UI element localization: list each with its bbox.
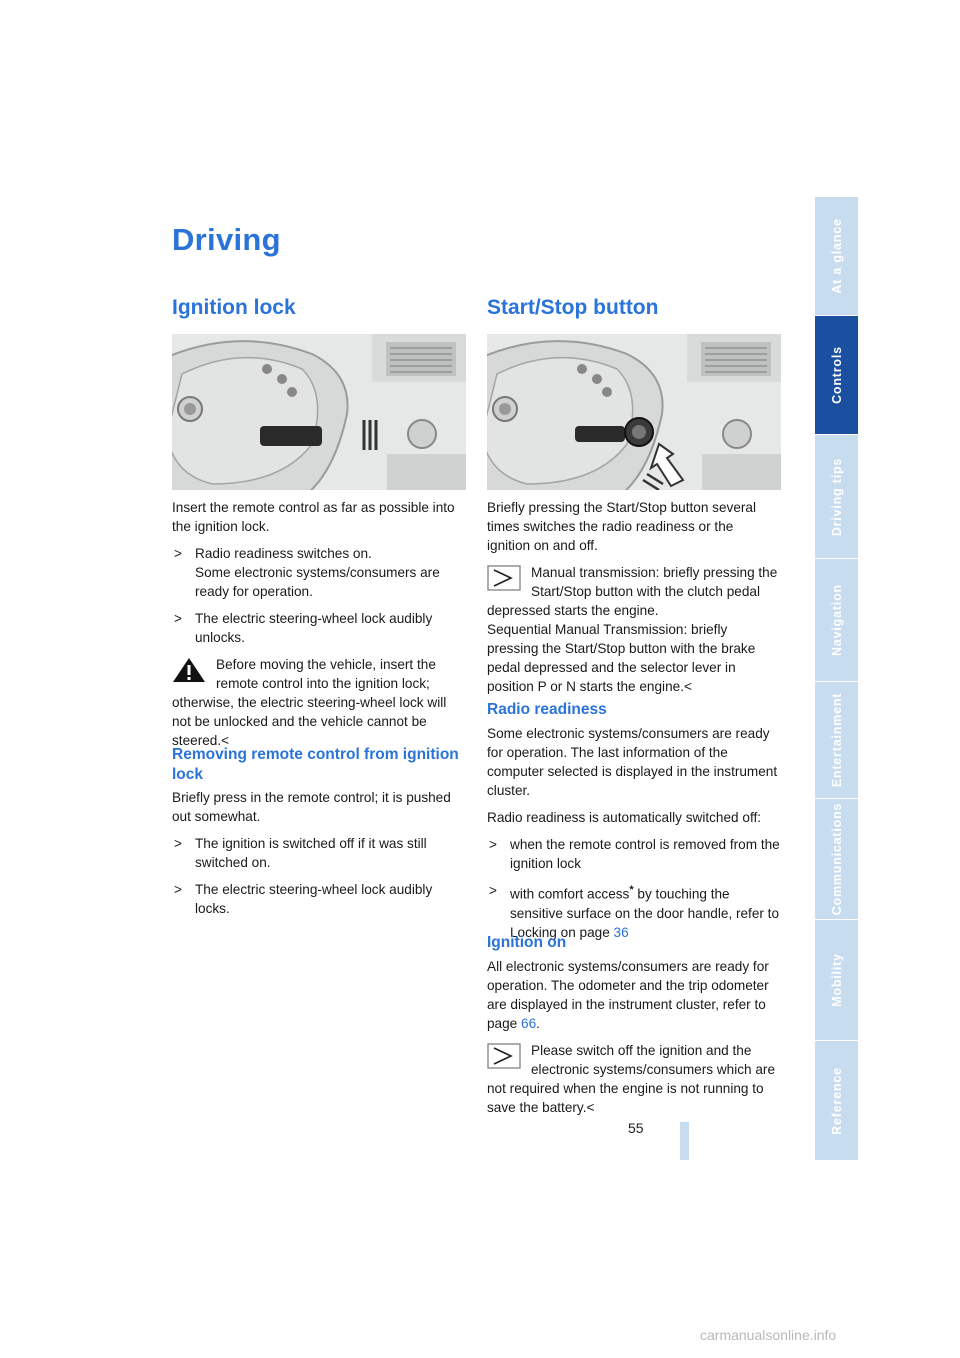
info-note — [487, 1041, 780, 1117]
bullet-marker: > — [489, 837, 497, 852]
list-item — [487, 835, 780, 873]
warning-text: Before moving the vehicle, insert the remote control into the ignition lock; otherwise, the electric steering-wheel lock will not be unlocked and the vehicle cannot be steered. — [172, 657, 447, 748]
asterisk-mark: * — [629, 884, 634, 896]
bullet-text: with comfort access — [510, 886, 630, 902]
page-title: Driving — [172, 222, 281, 257]
sub-intro-text: Briefly press in the remote control; it is pushed out somewhat. — [172, 790, 451, 824]
bullet-marker: > — [174, 836, 182, 851]
tab-entertainment[interactable]: Entertainment — [815, 682, 858, 799]
info-note — [487, 563, 780, 696]
page-number-bar — [680, 1122, 689, 1160]
warning-icon — [172, 657, 206, 683]
ignition-lock-illustration — [172, 334, 466, 490]
bullet-marker: > — [489, 883, 497, 898]
list-item — [172, 609, 465, 647]
list-item — [172, 834, 465, 872]
bullet-marker: > — [174, 882, 182, 897]
ignition-text: All electronic systems/consumers are ready for operation. The odometer and the trip odometer are displayed in the instrument cluster, refer to page 66. — [487, 959, 769, 1031]
tab-communications[interactable]: Communications — [815, 799, 858, 920]
bullet-marker: > — [174, 611, 182, 626]
end-mark: < — [683, 679, 692, 694]
bullet-text: The ignition is switched off if it was still switched on. — [195, 836, 427, 870]
radio-text: Some electronic systems/consumers are ready for operation. The last information of the computer selected is displayed in the instrument cluster. — [487, 726, 778, 798]
right-column — [487, 498, 780, 704]
right-column-radio — [487, 724, 780, 950]
right-column-ignition — [487, 957, 780, 1125]
bullet-text: by touching the sensitive surface on the door handle, refer to Locking on page — [510, 886, 780, 940]
left-column-lower — [172, 788, 465, 926]
bullet-text: Radio readiness switches on. — [195, 546, 372, 561]
note-icon — [487, 1043, 521, 1069]
end-mark: < — [586, 1100, 595, 1115]
watermark-text: carmanualsonline.info — [700, 1327, 837, 1343]
bullet-marker: > — [174, 546, 182, 561]
tab-reference[interactable]: Reference — [815, 1041, 858, 1161]
list-item — [172, 544, 465, 601]
tab-controls[interactable]: Controls — [815, 316, 858, 435]
section-heading-start-stop: Start/Stop button — [487, 296, 659, 319]
tab-mobility[interactable]: Mobility — [815, 920, 858, 1041]
subsection-heading-ignition-on: Ignition on — [487, 934, 567, 951]
subsection-heading-radio-readiness: Radio readiness — [487, 701, 607, 718]
start-stop-illustration — [487, 334, 781, 490]
end-mark: < — [221, 733, 230, 748]
left-column — [172, 498, 465, 758]
page-number: 55 — [628, 1120, 644, 1136]
tab-driving-tips[interactable]: Driving tips — [815, 435, 858, 559]
bullet-text: The electric steering-wheel lock audibly unlocks. — [195, 611, 433, 645]
radio-off-text: Radio readiness is automatically switched off: — [487, 810, 762, 825]
tab-navigation[interactable]: Navigation — [815, 559, 858, 682]
note-text: Sequential Manual Transmission: briefly pressing the Start/Stop button with the brake pedal depressed and the selector lever in position P or N starts the engine. — [487, 622, 756, 694]
ignition-text-body: All electronic systems/consumers are ready for operation. The odometer and the trip odometer are displayed in the instrument cluster, refer to page — [487, 959, 769, 1031]
note-text: Manual transmission: briefly pressing the Start/Stop button with the clutch pedal depressed starts the engine. — [487, 565, 778, 618]
page-link-36[interactable]: 36 — [613, 924, 629, 940]
page-link-66[interactable]: 66 — [521, 1016, 537, 1031]
bullet-text: The electric steering-wheel lock audibly locks. — [195, 882, 433, 916]
tab-at-a-glance[interactable]: At a glance — [815, 197, 858, 316]
warning-note — [172, 655, 465, 750]
bullet-text: when the remote control is removed from the ignition lock — [510, 837, 780, 871]
intro-text: Insert the remote control as far as possible into the ignition lock. — [172, 500, 455, 534]
bullet-text: Some electronic systems/consumers are ready for operation. — [195, 565, 440, 599]
note-text: Please switch off the ignition and the electronic systems/consumers which are not required when the engine is not running to save the battery. — [487, 1043, 776, 1115]
chapter-tabs — [815, 197, 858, 1160]
note-icon — [487, 565, 521, 591]
list-item — [172, 880, 465, 918]
intro-text: Briefly pressing the Start/Stop button several times switches the radio readiness or the ignition on and off. — [487, 500, 756, 553]
section-heading-ignition-lock: Ignition lock — [172, 296, 296, 319]
subsection-heading-removing-remote: Removing remote control from ignition lock — [172, 746, 459, 783]
